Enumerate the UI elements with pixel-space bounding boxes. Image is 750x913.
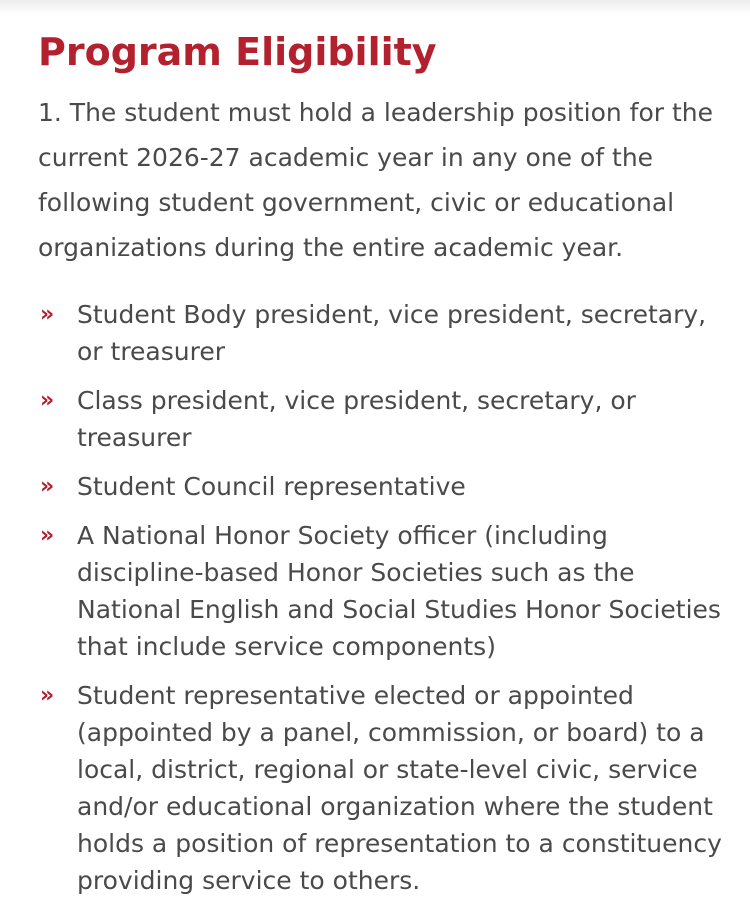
- list-item-text: Student representative elected or appointed (appointed by a panel, commission, or board) to a local, district, regional or state-level civic, service and/or educational organization where the student holds a position of representation to a constituency providing service to others.: [77, 681, 722, 895]
- double-chevron-icon: »: [40, 388, 55, 413]
- list-item: [38, 382, 728, 456]
- intro-paragraph: 1. The student must hold a leadership position for the current 2026-27 academic year in any one of the following student government, civic or educational organizations during the entire academic year.: [38, 98, 714, 262]
- list-item-text: A National Honor Society officer (including discipline-based Honor Societies such as the National English and Social Studies Honor Societies that include service components): [77, 521, 721, 661]
- list-item: [38, 468, 728, 505]
- double-chevron-icon: »: [40, 302, 55, 327]
- list-item-text: Class president, vice president, secretary, or treasurer: [77, 386, 636, 452]
- list-item: [38, 677, 728, 899]
- section-title: Program Eligibility: [38, 30, 437, 74]
- double-chevron-icon: »: [40, 683, 55, 708]
- double-chevron-icon: »: [40, 523, 55, 548]
- list-item-text: Student Council representative: [77, 472, 466, 501]
- list-item: [38, 296, 728, 370]
- list-item-text: Student Body president, vice president, secretary, or treasurer: [77, 300, 707, 366]
- double-chevron-icon: »: [40, 474, 55, 499]
- eligibility-list: [38, 296, 728, 899]
- top-shadow: [0, 0, 750, 14]
- eligibility-section: [38, 24, 728, 911]
- list-item: [38, 517, 728, 665]
